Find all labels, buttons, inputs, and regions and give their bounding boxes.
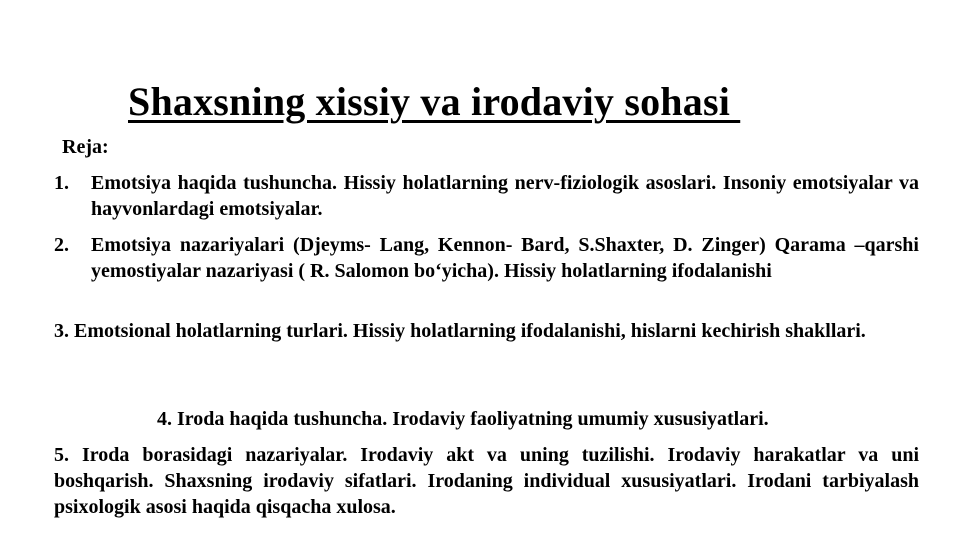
- plan-item-3: 3. Emotsional holatlarning turlari. Hissiy holatlarning ifodalanishi, hislarni kechirish shakllari.: [54, 320, 866, 342]
- plan-item-1-text: Emotsiya haqida tushuncha. Hissiy holatlarning nerv-fiziologik asoslari. Insoniy emotsiyalar va hayvonlardagi emotsiyalar.: [91, 172, 919, 220]
- plan-item-5: 5. Iroda borasidagi nazariyalar. Irodaviy akt va uning tuzilishi. Irodaviy harakatlar va uni boshqarish. Shaxsning irodaviy sifatlari. Irodaning individual xususiyatlari. Irodani tarbiyalash psixologik asosi haqida qisqacha xulosa.: [54, 444, 919, 518]
- plan-item-4: 4. Iroda haqida tushuncha. Irodaviy faoliyatning umumiy xususiyatlari.: [157, 408, 769, 430]
- plan-item-1: [54, 170, 919, 222]
- plan-item-2-number: 2.: [54, 234, 69, 256]
- plan-item-1-number: 1.: [54, 172, 69, 194]
- plan-item-2-text: Emotsiya nazariyalari (Djeyms- Lang, Kennon- Bard, S.Shaxter, D. Zinger) Qarama –qarshi yemostiyalar nazariyasi ( R. Salomon bo‘yicha). Hissiy holatlarning ifodalanishi: [91, 234, 919, 282]
- plan-item-2: [54, 232, 919, 284]
- slide-title: Shaxsning xissiy va irodaviy sohasi: [128, 79, 741, 124]
- plan-label: Reja:: [62, 136, 109, 158]
